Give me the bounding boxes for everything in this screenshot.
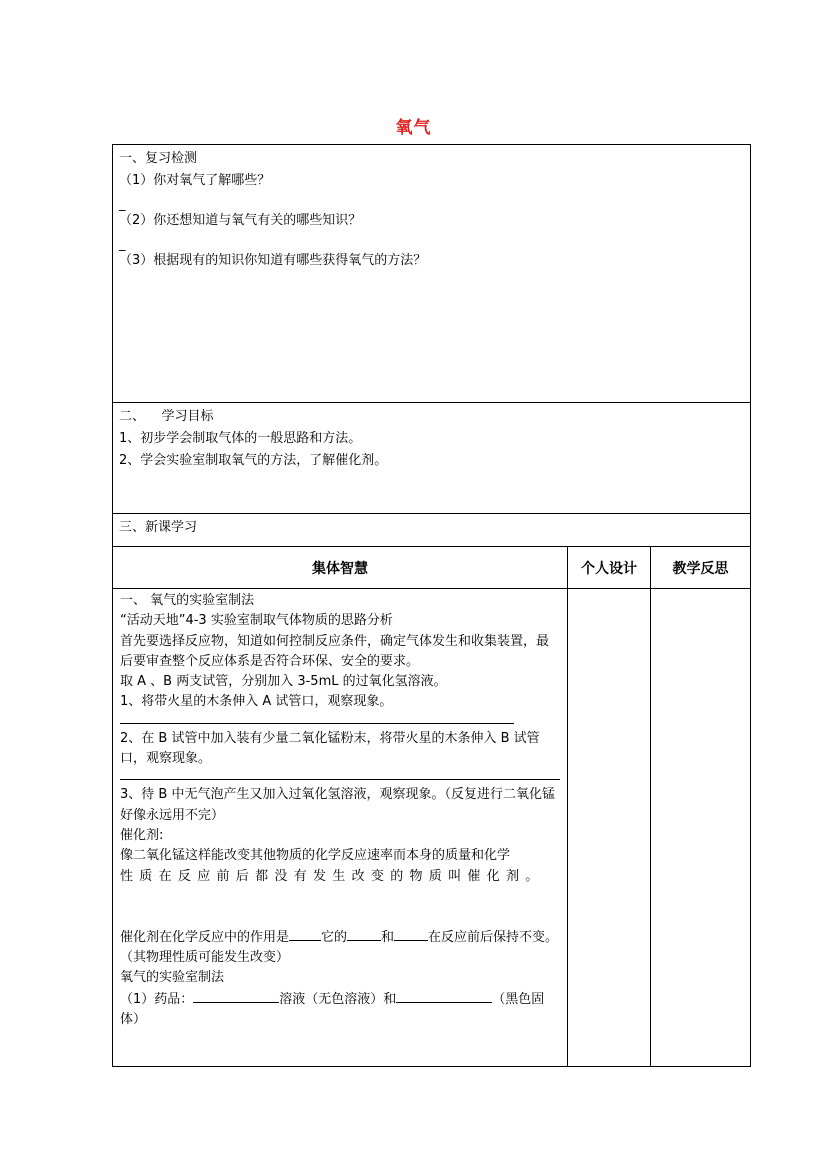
blank-prefix: 催化剂在化学反应中的作用是 [120,929,290,945]
answer-line [120,769,560,785]
collective-content [113,589,568,1067]
newlesson-row [113,514,751,547]
question-2: （2）你还想知道与氧气有关的哪些知识？ [119,213,362,228]
blank-field [347,927,381,941]
content-line: 像二氧化锰这样能改变其他物质的化学反应速率而本身的质量和化学 [120,848,511,864]
question-1: （1）你对氧气了解哪些？ [119,173,271,188]
content-line: 1、将带火星的木条伸入 A 试管口，观察现象。 [120,694,393,710]
newlesson-section [113,514,751,547]
blank-field [396,989,492,1003]
column-header-row [113,547,751,589]
content-line: 催化剂: [120,827,164,843]
lesson-table [112,144,751,1067]
answer-mark-2: _ [119,237,126,252]
content-line: 性质在反应前后都没有发生改变的物质叫催化剂。 [120,868,545,884]
goal-item-2: 2、学会实验室制取氧气的方法，了解催化剂。 [119,453,388,468]
blank-text: （黑色固体） [120,991,545,1028]
blank-prefix: （1）药品： [120,991,194,1007]
question-3: （3）根据现有的知识你知道有哪些获得氧气的方法？ [119,253,427,268]
answer-line [120,713,560,729]
blank-field [289,927,321,941]
personal-design-cell [568,589,651,1067]
content-line: 氧气的实验室制法 [120,970,225,986]
goal-item-1: 1、初步学会制取气体的一般思路和方法。 [119,431,362,446]
goals-heading: 二、 学习目标 [119,409,214,424]
blank-text: 和 [381,929,395,945]
content-line [120,989,560,1031]
newlesson-heading: 三、新课学习 [119,520,198,535]
content-line: 一、 氧气的实验室制法 [120,593,255,608]
answer-mark-1: _ [119,197,126,212]
page-title: 氧气 [395,118,432,138]
content-line: “活动天地”4-3 实验室制取气体物质的思路分析 [120,613,393,629]
column-header-collective: 集体智慧 [113,547,568,589]
column-header-reflection: 教学反思 [651,547,751,589]
blank-text: 它的 [321,929,348,945]
content-row [113,589,751,1067]
teaching-reflection-cell [651,589,751,1067]
blank-field [394,927,428,941]
review-heading: 一、复习检测 [119,151,198,166]
column-header-personal: 个人设计 [568,547,651,589]
blank-text: 溶液（无色溶液）和 [279,991,397,1007]
content-line [120,927,560,969]
blank-text: 在反应前后保持不变。（其物理性质可能发生改变） [120,929,559,966]
content-line: 2、在 B 试管中加入装有少量二氧化锰粉末，将带火星的木条伸入 B 试管口，观察现象。 [120,730,540,767]
goals-section [113,403,751,514]
review-section [113,145,751,403]
blank-field [193,989,279,1003]
content-line: 首先要选择反应物，知道如何控制反应条件，确定气体发生和收集装置，最后要审查整个反应体系是否符合环保、安全的要求。 [120,633,550,669]
content-line: 取 A 、B 两支试管，分别加入 3-5mL 的过氧化氢溶液。 [120,674,447,690]
review-row [113,145,751,403]
goals-row [113,403,751,514]
content-line: 3、待 B 中无气泡产生又加入过氧化氢溶液，观察现象。（反复进行二氧化锰好像永远用不完） [120,787,555,823]
